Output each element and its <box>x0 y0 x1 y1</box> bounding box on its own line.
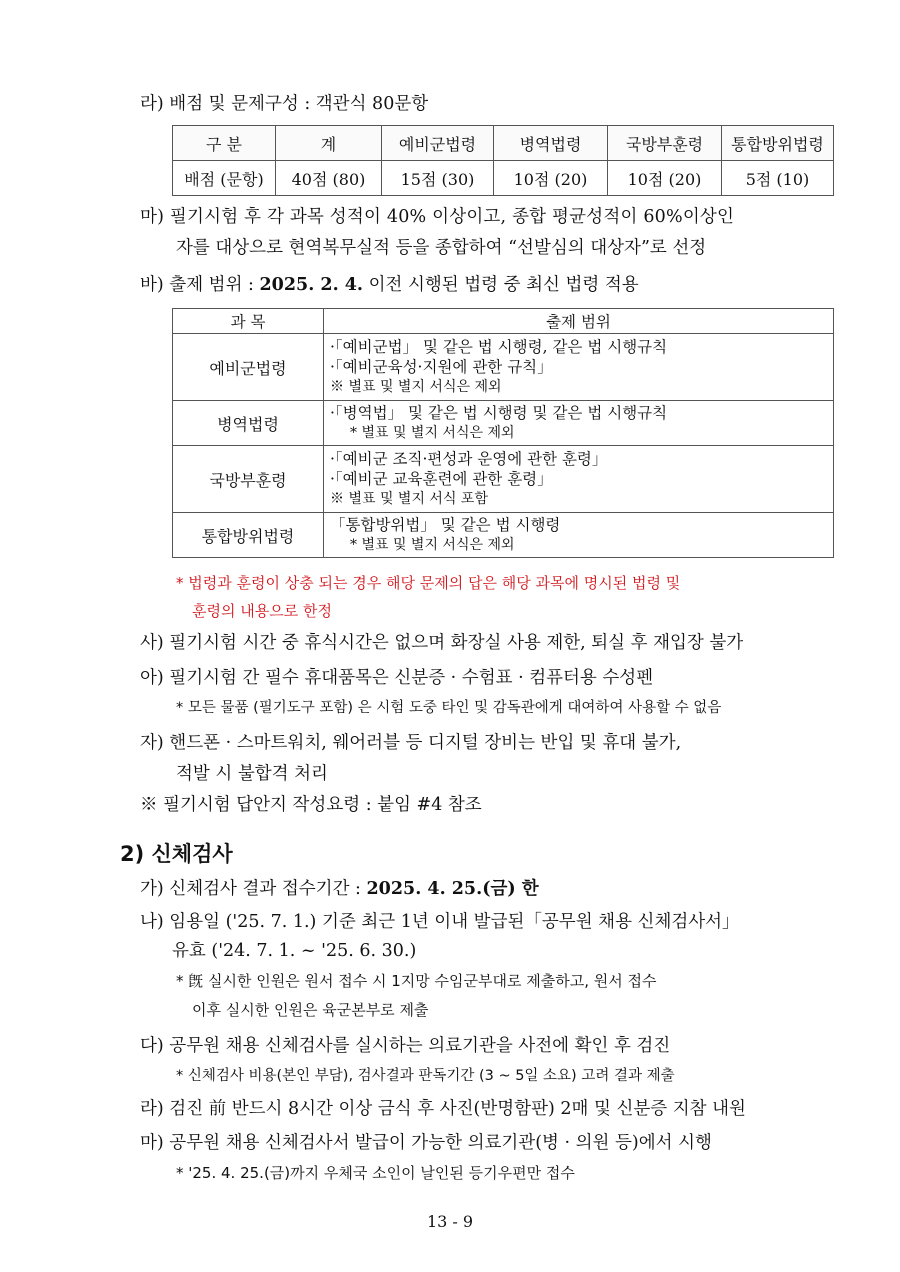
section-ra2: 라) 검진 前 반드시 8시간 이상 금식 후 사진(반명함판) 2매 및 신분증 지참 내원 <box>140 1099 746 1119</box>
table-cell: 15점 (30) <box>382 161 494 196</box>
section-ja-line2: 적발 시 불합격 처리 <box>176 764 328 784</box>
na-note-line2: 이후 실시한 인원은 육군본부로 제출 <box>192 1001 429 1019</box>
table-row <box>173 401 834 446</box>
range-line: * 별표 및 별지 서식은 제외 <box>350 425 515 441</box>
table-row <box>173 161 834 196</box>
range-table <box>172 308 834 558</box>
section-ma-line2: 자를 대상으로 현역복무실적 등을 종합하여 “선발심의 대상자”로 선정 <box>176 238 707 258</box>
section-ba <box>140 273 639 297</box>
range-line: ·「예비군 조직·편성과 운영에 관한 훈령」 <box>330 450 608 468</box>
note-aa: * 모든 물품 (필기도구 포함) 은 시험 도중 타인 및 감독관에게 대여하여 사용할 수 없음 <box>176 700 722 716</box>
section-ga <box>140 877 539 901</box>
table-header-cell: 병역법령 <box>494 126 608 161</box>
section-ba-suffix: 이전 시행된 법령 중 최신 법령 적용 <box>363 275 639 295</box>
table-cell: 배점 (문항) <box>173 161 276 196</box>
section-na-line1: 나) 임용일 ('25. 7. 1.) 기준 최근 1년 이내 발급된「공무원 채용 신체검사서」 <box>140 912 740 932</box>
table-row <box>173 126 834 161</box>
heading-physical-exam: 2) 신체검사 <box>120 842 233 866</box>
range-cell <box>324 446 834 513</box>
table-header-cell: 예비군법령 <box>382 126 494 161</box>
range-line: * 별표 및 별지 서식은 제외 <box>350 537 515 553</box>
subject-cell: 국방부훈령 <box>173 446 324 513</box>
section-ba-prefix: 바) 출제 범위 : <box>140 275 260 295</box>
na-note-line1: * 旣 실시한 인원은 원서 접수 시 1지망 수임군부대로 제출하고, 원서 접수 <box>176 972 657 990</box>
table-cell: 5점 (10) <box>722 161 834 196</box>
table-row <box>173 513 834 558</box>
ma2-note: * '25. 4. 25.(금)까지 우체국 소인이 날인된 등기우편만 접수 <box>176 1164 575 1182</box>
table-header-cell: 출제 범위 <box>324 309 834 334</box>
table-header-cell: 계 <box>276 126 382 161</box>
subject-cell: 통합방위법령 <box>173 513 324 558</box>
section-ga-prefix: 가) 신체검사 결과 접수기간 : <box>140 879 367 899</box>
table-cell: 10점 (20) <box>494 161 608 196</box>
section-aa: 아) 필기시험 간 필수 휴대품목은 신분증 · 수험표 · 컴퓨터용 수성펜 <box>140 668 654 688</box>
subject-cell: 병역법령 <box>173 401 324 446</box>
section-sa: 사) 필기시험 시간 중 휴식시간은 없으며 화장실 사용 제한, 퇴실 후 재입장 불가 <box>140 633 744 653</box>
section-ja-line1: 자) 핸드폰 · 스마트워치, 웨어러블 등 디지털 장비는 반입 및 휴대 불가, <box>140 733 682 753</box>
table-header-cell: 과 목 <box>173 309 324 334</box>
table-row <box>173 309 834 334</box>
score-table <box>172 125 834 196</box>
range-line: ·「예비군 교육훈련에 관한 훈령」 <box>330 470 553 488</box>
section-ga-date: 2025. 4. 25.(금) 한 <box>366 879 539 899</box>
range-cell <box>324 513 834 558</box>
section-ma2: 마) 공무원 채용 신체검사서 발급이 가능한 의료기관(병 · 의원 등)에서 시행 <box>140 1133 712 1153</box>
section-da: 다) 공무원 채용 신체검사를 실시하는 의료기관을 사전에 확인 후 검진 <box>140 1036 671 1056</box>
range-cell <box>324 334 834 401</box>
range-line: ·「병역법」 및 같은 법 시행령 및 같은 법 시행규칙 <box>330 404 668 422</box>
range-line: ·「예비군법」 및 같은 법 시행령, 같은 법 시행규칙 <box>330 338 668 356</box>
table-header-cell: 국방부훈령 <box>608 126 722 161</box>
subject-cell: 예비군법령 <box>173 334 324 401</box>
red-note-line1: * 법령과 훈령이 상충 되는 경우 해당 문제의 답은 해당 과목에 명시된 법령 및 <box>176 574 681 592</box>
table-header-cell: 통합방위법령 <box>722 126 834 161</box>
section-ma-line1: 마) 필기시험 후 각 과목 성적이 40% 이상이고, 종합 평균성적이 60%이상인 <box>140 207 735 227</box>
table-row <box>173 446 834 513</box>
range-cell <box>324 401 834 446</box>
red-note-line2: 훈령의 내용으로 한정 <box>192 602 332 620</box>
table-header-cell: 구 분 <box>173 126 276 161</box>
range-line: ·「예비군육성·지원에 관한 규칙」 <box>330 358 553 376</box>
table-cell: 40점 (80) <box>276 161 382 196</box>
section-ra: 라) 배점 및 문제구성 : 객관식 80문항 <box>140 94 429 114</box>
reference-note: ※ 필기시험 답안지 작성요령 : 붙임 #4 참조 <box>140 795 482 815</box>
range-line: ※ 별표 및 별지 서식 포함 <box>330 491 488 507</box>
page-number: 13 - 9 <box>426 1212 474 1231</box>
section-na-line2: 유효 ('24. 7. 1. ~ '25. 6. 30.) <box>172 941 417 961</box>
range-line: 「통합방위법」 및 같은 법 시행령 <box>330 516 561 534</box>
range-line: ※ 별표 및 별지 서식은 제외 <box>330 379 502 395</box>
table-row <box>173 334 834 401</box>
section-ba-date: 2025. 2. 4. <box>259 275 364 295</box>
table-cell: 10점 (20) <box>608 161 722 196</box>
da-note: * 신체검사 비용(본인 부담), 검사결과 판독기간 (3 ~ 5일 소요) 고려 결과 제출 <box>176 1068 675 1084</box>
